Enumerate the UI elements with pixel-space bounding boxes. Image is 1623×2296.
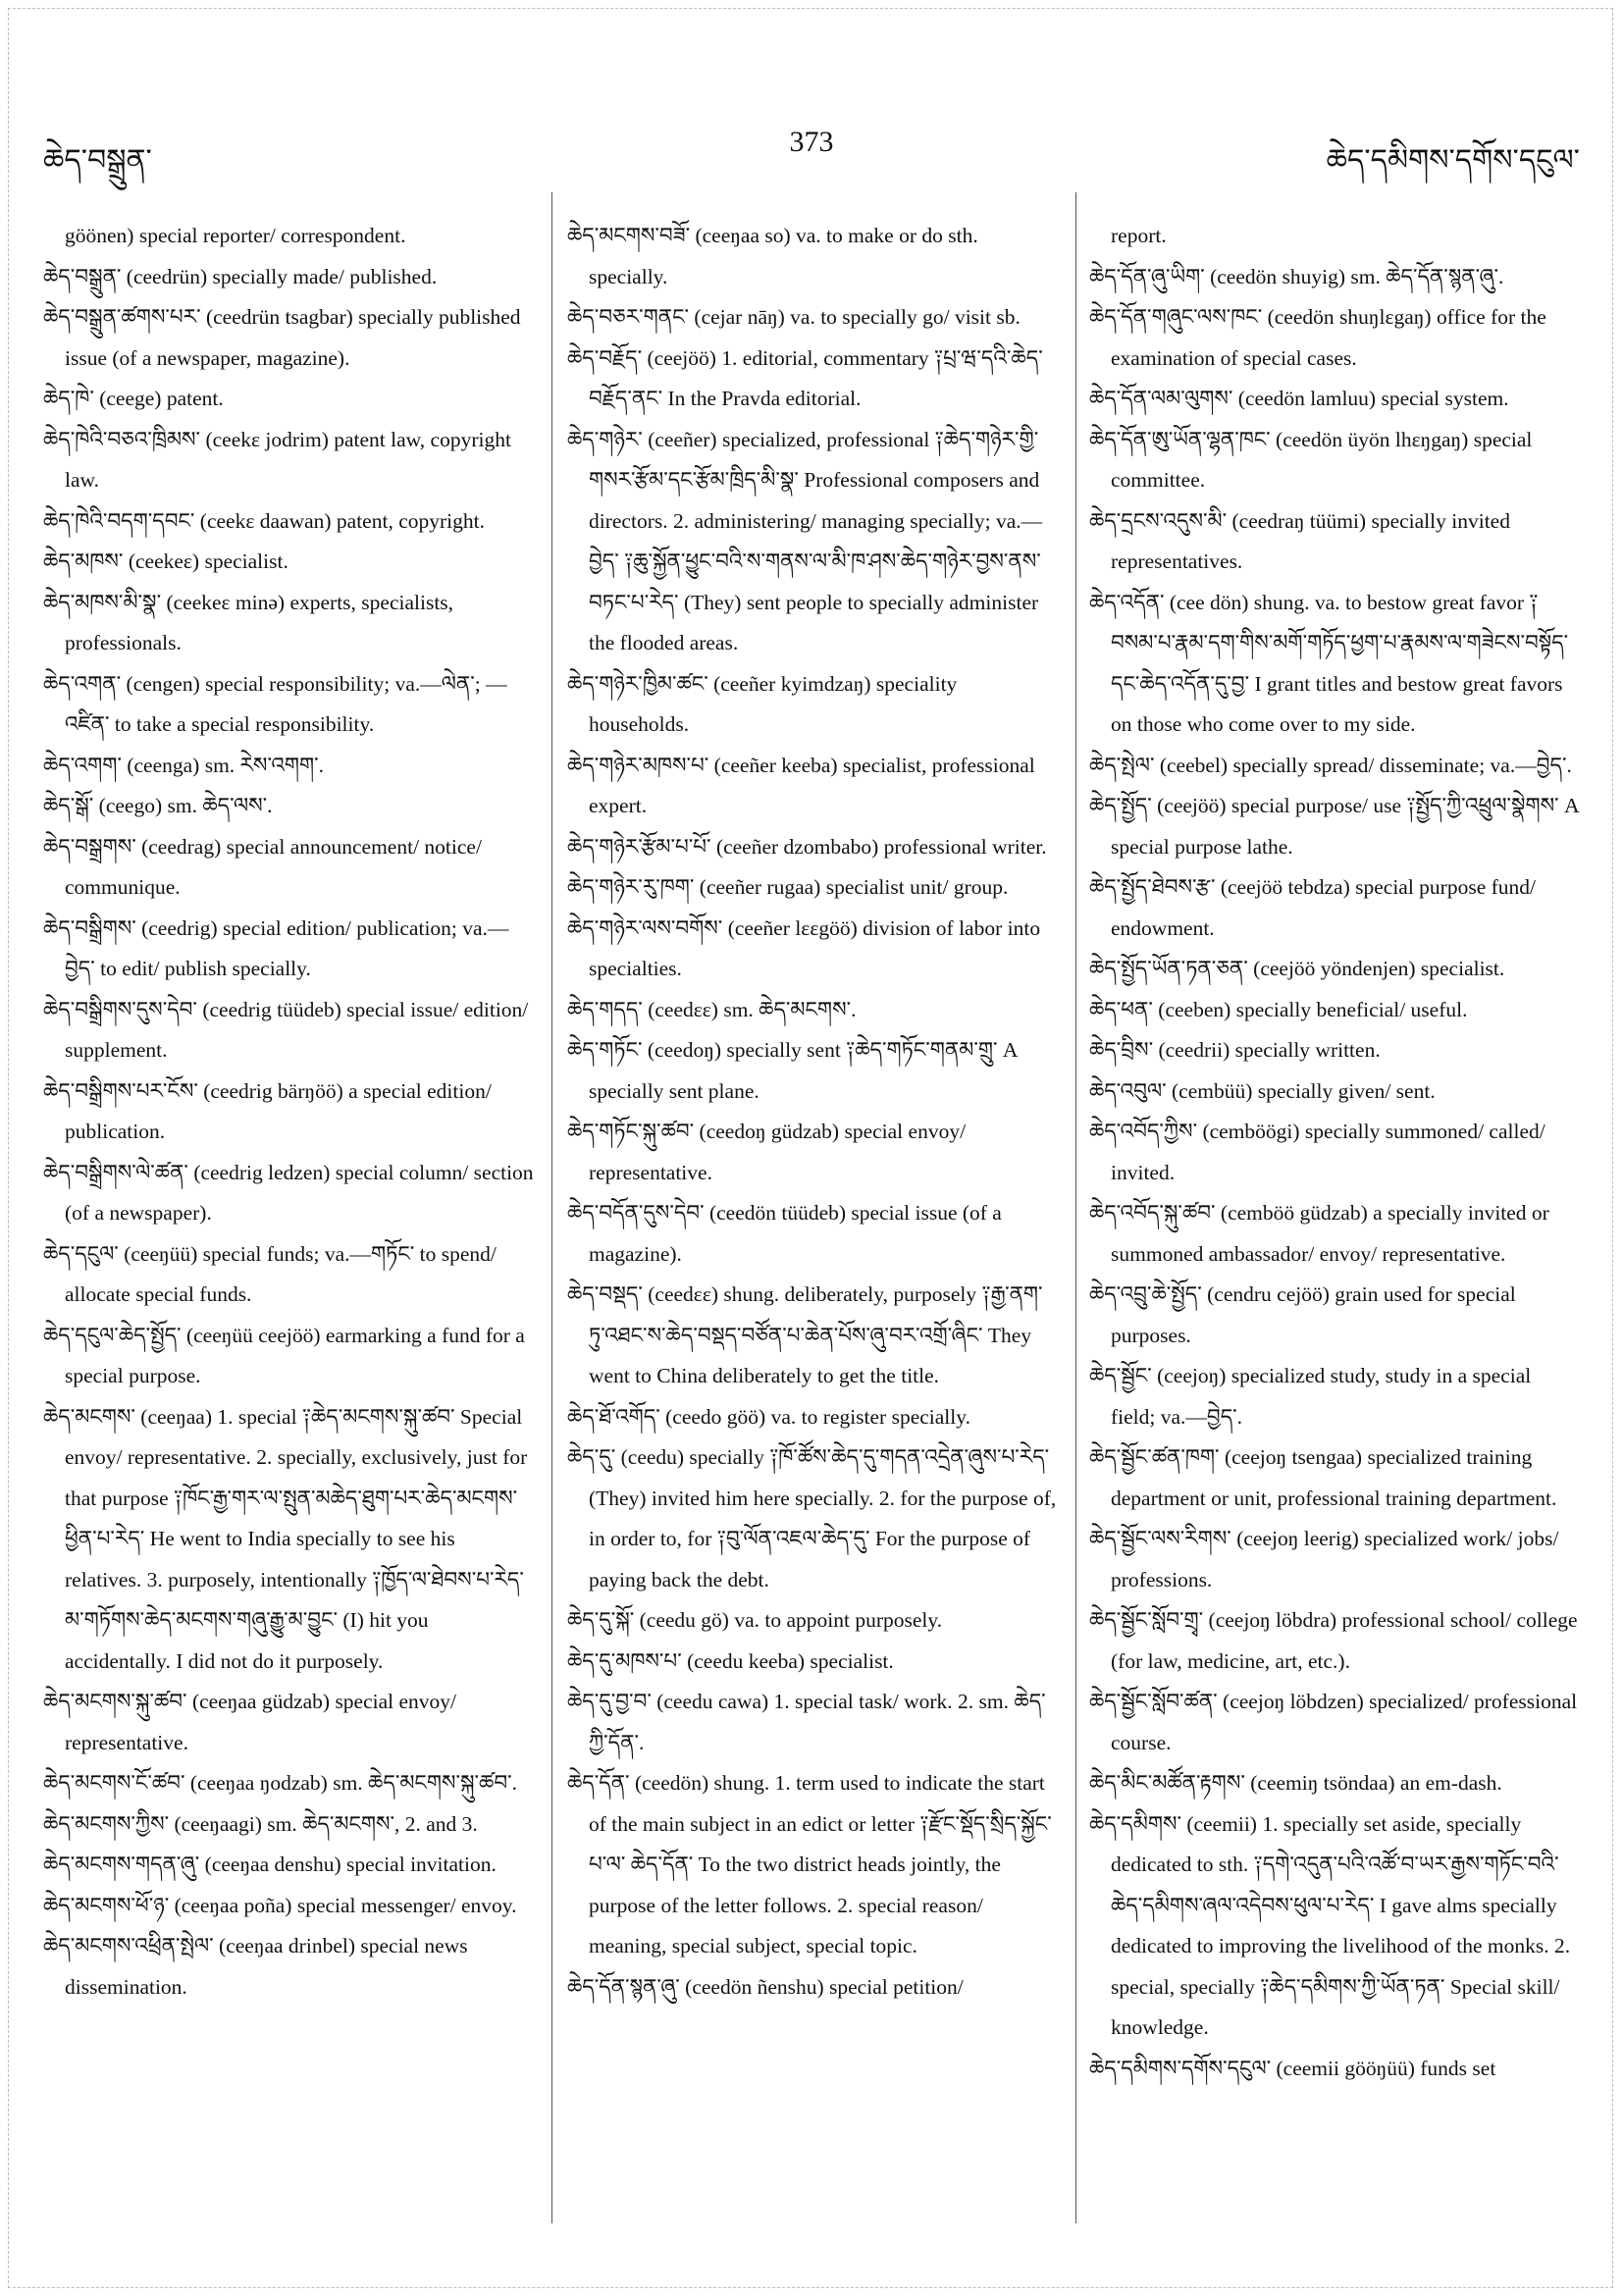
dictionary-entry: ཆེད་མངགས་ངོ་ཚབ་ (ceeŋaa ŋodzab) sm. ཆེད་མངགས་སྐུ་ཚབ་. bbox=[43, 1771, 518, 1795]
dictionary-entry: ཆེད་སྦྱོང་ལས་རིགས་ (ceejoŋ leerig) specialized work/ jobs/ professions. bbox=[1089, 1527, 1559, 1592]
column-3 bbox=[1089, 216, 1580, 2089]
dictionary-entry: ཆེད་མཁས་ (ceekeɛ) specialist. bbox=[43, 549, 288, 573]
page-number: 373 bbox=[789, 126, 834, 158]
dictionary-entry: ཆེད་བྲིས་ (ceedrii) specially written. bbox=[1089, 1038, 1381, 1062]
dictionary-entry: ཆེད་དོན་གཞུང་ལས་ཁང་ (ceedön shuŋlɛgaŋ) office for the examination of special cases. bbox=[1089, 305, 1546, 370]
dictionary-entry: ཆེད་སྤྱོད་ཡོན་ཏན་ཅན་ (ceejöö yöndenjen) specialist. bbox=[1089, 957, 1505, 980]
dictionary-entry: ཆེད་འབུལ་ (cembüü) specially given/ sent. bbox=[1089, 1078, 1436, 1103]
dictionary-entry: ཆེད་ཕན་ (ceeben) specially beneficial/ useful. bbox=[1089, 997, 1468, 1021]
dictionary-entry: ཆེད་དོན་ཨུ་ཡོན་ལྷན་ཁང་ (ceedön üyön lhɛŋgaŋ) special committee. bbox=[1089, 427, 1533, 492]
dictionary-entry: ཆེད་དངུལ་ (ceeŋüü) special funds; va.—གཏོང་ to spend/ allocate special funds. bbox=[43, 1241, 497, 1306]
running-head-right: ཆེད་དམིགས་དགོས་དངུལ་ bbox=[1326, 144, 1580, 177]
dictionary-entry: ཆེད་འབྲུ་ཆེ་སྤྱོད་ (cendru cejöö) grain used for special purposes. bbox=[1089, 1282, 1516, 1347]
dictionary-entry: ཆེད་ཁེ་ (ceege) patent. bbox=[43, 387, 224, 410]
running-head-left: ཆེད་བསྒྲུན་ bbox=[43, 144, 152, 177]
dictionary-entry: ཆེད་བསྒྲིགས་ལེ་ཚན་ (ceedrig ledzen) special column/ section (of a newspaper). bbox=[43, 1160, 534, 1225]
dictionary-entry: ཆེད་དུ་བྱ་བ་ (ceedu cawa) 1. special task/ work. 2. sm. ཆེད་ཀྱི་དོན་. bbox=[567, 1690, 1046, 1754]
dictionary-entry: ཆེད་བསྒྲུན་ཚགས་པར་ (ceedrün tsagbar) specially published issue (of a newspaper, magazine). bbox=[43, 305, 521, 370]
dictionary-entry: ཆེད་ཁེའི་བདག་དབང་ (ceekɛ daawan) patent, copyright. bbox=[43, 508, 485, 533]
dictionary-entry: ཆེད་མིང་མཚོན་རྟགས་ (ceemiŋ tsöndaa) an em-dash. bbox=[1089, 1771, 1502, 1795]
entry-continuation: göönen) special reporter/ correspondent. bbox=[65, 224, 406, 247]
dictionary-entry: ཆེད་བསྡད་ (ceedɛɛ) shung. deliberately, purposely ༑རྒྱ་ནག་ཏུ་འཐང་ས་ཆེད་བསྡད་བཙོན་པ་ཆེན་པོས་ཞུ་བར་འགྲོ་ཞིང་ They went to China deliberately to get the title. bbox=[567, 1282, 1043, 1387]
dictionary-entry: ཆེད་སྤྱོད་ཐེབས་རྩ་ (ceejöö tebdza) special purpose fund/ endowment. bbox=[1089, 875, 1537, 940]
dictionary-entry: ཆེད་ཐོ་འགོད་ (ceedo göö) va. to register specially. bbox=[567, 1404, 970, 1429]
dictionary-entry: ཆེད་གཏོང་སྐུ་ཚབ་ (ceedoŋ güdzab) special envoy/ representative. bbox=[567, 1120, 967, 1184]
dictionary-entry: ཆེད་སྦྱོང་སློབ་ཚན་ (ceejoŋ löbdzen) specialized/ professional course. bbox=[1089, 1690, 1578, 1754]
dictionary-entry: ཆེད་གཉེར་ (ceeñer) specialized, professional ༑ཆེད་གཉེར་གྱི་གསར་རྩོམ་དང་རྩོམ་ཁྲིད་མི་སྣ་ Professional composers and directors. 2. administering/ managing specially; va.—བྱེད་ ༑ཆུ་སྐྱོན་ཕྱུང་བའི་ས་གནས་ལ་མི་ཁ་ཤས་ཆེད་གཉེར་བྱས་ནས་བཏང་པ་རེད་ (They) sent people to specially administer the flooded areas. bbox=[567, 427, 1043, 654]
dictionary-entry: ཆེད་དམིགས་དགོས་དངུལ་ (ceemii gööŋüü) funds set bbox=[1089, 2056, 1496, 2080]
dictionary-entry: ཆེད་དུ་སྐོ་ (ceedu gö) va. to appoint purposely. bbox=[567, 1608, 943, 1632]
dictionary-entry: ཆེད་འདོན་ (cee dön) shung. va. to bestow great favor ༑བསམ་པ་རྣམ་དག་གིས་མགོ་གཏོད་ཕྱག་པ་རྣམས་ལ་གཟེངས་བསྟོད་དང་ཆེད་འདོན་དུ་བྱ་ I grant titles and bestow great favors on those who come over to my side. bbox=[1089, 590, 1569, 736]
dictionary-entry: ཆེད་མཁས་མི་སྣ་ (ceekeɛ minə) experts, specialists, professionals. bbox=[43, 590, 454, 654]
dictionary-entry: ཆེད་དོན་ཞུ་ཡིག་ (ceedön shuyig) sm. ཆེད་དོན་སྙན་ཞུ་. bbox=[1089, 264, 1504, 288]
column-divider bbox=[551, 192, 552, 2223]
dictionary-entry: ཆེད་སྦྱོང་སློབ་གྲྭ་ (ceejoŋ löbdra) professional school/ college (for law, medicine, art, etc.). bbox=[1089, 1608, 1578, 1673]
dictionary-entry: ཆེད་ཁེའི་བཅའ་ཁྲིམས་ (ceekɛ jodrim) patent law, copyright law. bbox=[43, 427, 511, 492]
dictionary-entry: ཆེད་བསྒྲགས་ (ceedrag) special announcement/ notice/ communique. bbox=[43, 834, 482, 899]
column-divider bbox=[1075, 192, 1076, 2223]
dictionary-entry: ཆེད་བསྒྲིགས་པར་ངོས་ (ceedrig bärŋöö) a special edition/ publication. bbox=[43, 1078, 492, 1143]
dictionary-entry: ཆེད་བསྒྲིགས་ (ceedrig) special edition/ publication; va.—བྱེད་ to edit/ publish specially. bbox=[43, 915, 509, 980]
dictionary-entry: ཆེད་གཉེར་ལས་བགོས་ (ceeñer lɛɛgöö) division of labor into specialties. bbox=[567, 915, 1041, 980]
dictionary-entry: ཆེད་སྦྱོང་ (ceejoŋ) specialized study, study in a special field; va.—བྱེད་. bbox=[1089, 1364, 1532, 1429]
dictionary-entry: ཆེད་འབོད་སྐུ་ཚབ་ (cemböö güdzab) a specially invited or summoned ambassador/ envoy/ representative. bbox=[1089, 1201, 1549, 1266]
column-2 bbox=[567, 216, 1058, 2008]
dictionary-entry: ཆེད་གཉེར་ཁྱིམ་ཚང་ (ceeñer kyimdzaŋ) speciality households. bbox=[567, 671, 958, 736]
dictionary-entry: ཆེད་བཅར་གནང་ (cejar nāŋ) va. to specially go/ visit sb. bbox=[567, 305, 1021, 329]
dictionary-entry: ཆེད་མངགས་ (ceeŋaa) 1. special ༑ཆེད་མངགས་སྐུ་ཚབ་ Special envoy/ representative. 2. specially, exclusively, just for that purpose ༑ཁོང་རྒྱ་གར་ལ་སྤུན་མཆེད་ཐུག་པར་ཆེད་མངགས་ཕྱིན་པ་རེད་ He went to India specially to see his relatives. 3. purposely, intentionally ༑ཁྱོད་ལ་ཐེབས་པ་རེད་མ་གཏོགས་ཆེད་མངགས་གཞུ་རྒྱུ་མ་བྱུང་ (I) hit you accidentally. I did not do it purposely. bbox=[43, 1404, 528, 1673]
dictionary-entry: ཆེད་འབོད་ཀྱིས་ (cemböögi) specially summoned/ called/ invited. bbox=[1089, 1120, 1545, 1184]
column-1 bbox=[43, 216, 534, 2008]
dictionary-entry: ཆེད་མངགས་འཕྲིན་སྤེལ་ (ceeŋaa drinbel) special news dissemination. bbox=[43, 1934, 468, 1999]
dictionary-entry: ཆེད་མངགས་བཟོ་ (ceeŋaa so) va. to make or do sth. specially. bbox=[567, 224, 978, 288]
dictionary-entry: ཆེད་སྒོ་ (ceego) sm. ཆེད་ལས་. bbox=[43, 794, 273, 817]
dictionary-entry: ཆེད་དུ་ (ceedu) specially ༑ཁོ་ཚོས་ཆེད་དུ་གདན་འདྲེན་ཞུས་པ་རེད་ (They) invited him here specially. 2. for the purpose of, in order to, for ༑བུ་ལོན་འཇལ་ཆེད་དུ་ For the purpose of paying back the debt. bbox=[567, 1445, 1057, 1592]
dictionary-entry: ཆེད་མངགས་ཀྱིས་ (ceeŋaagi) sm. ཆེད་མངགས་, 2. and 3. bbox=[43, 1811, 478, 1836]
dictionary-entry: ཆེད་བརྗོད་ (ceejöö) 1. editorial, commentary ༑པྲ་ཝ་དའི་ཆེད་བརྗོད་ནང་ In the Pravda editorial. bbox=[567, 345, 1043, 410]
dictionary-entry: ཆེད་གཉེར་མཁས་པ་ (ceeñer keeba) specialist, professional expert. bbox=[567, 753, 1035, 817]
dictionary-entry: ཆེད་དོན་སྙན་ཞུ་ (ceedön ñenshu) special petition/ bbox=[567, 1974, 964, 1999]
dictionary-entry: ཆེད་གཉེར་རྩོམ་པ་པོ་ (ceeñer dzombabo) professional writer. bbox=[567, 834, 1047, 859]
dictionary-entry: ཆེད་དམིགས་ (ceemii) 1. specially set aside, specially dedicated to sth. ༑དགེ་འདུན་པའི་འཚོ་བ་ཡར་རྒྱས་གཏོང་བའི་ཆེད་དམིགས་ཞལ་འདེབས་ཕུལ་པ་རེད་ I gave alms specially dedicated to improving the livelihood of the monks. 2. special, specially ༑ཆེད་དམིགས་ཀྱི་ཡོན་ཏན་ Special skill/ knowledge. bbox=[1089, 1811, 1571, 2039]
dictionary-entry: ཆེད་འགག་ (ceenga) sm. རེས་འགག་. bbox=[43, 753, 325, 777]
dictionary-entry: ཆེད་སྤེལ་ (ceebel) specially spread/ disseminate; va.—བྱེད་. bbox=[1089, 753, 1572, 777]
dictionary-entry: ཆེད་མངགས་སྐུ་ཚབ་ (ceeŋaa güdzab) special envoy/ representative. bbox=[43, 1690, 457, 1754]
dictionary-entry: ཆེད་གཏོང་ (ceedoŋ) specially sent ༑ཆེད་གཏོང་གནམ་གྲུ་ A specially sent plane. bbox=[567, 1038, 1018, 1103]
entry-continuation: report. bbox=[1111, 224, 1167, 247]
dictionary-entry: ཆེད་དྲངས་འདུས་མི་ (ceedraŋ tüümi) specially invited representatives. bbox=[1089, 508, 1510, 573]
dictionary-entry: ཆེད་མངགས་ཕོ་ཉ་ (ceeŋaa poña) special messenger/ envoy. bbox=[43, 1893, 517, 1917]
dictionary-entry: ཆེད་འགན་ (cengen) special responsibility; va.—ལེན་; —འཛིན་ to take a special responsibility. bbox=[43, 671, 507, 736]
dictionary-entry: ཆེད་བདོན་དུས་དེབ་ (ceedön tüüdeb) special issue (of a magazine). bbox=[567, 1201, 1002, 1266]
dictionary-entry: ཆེད་དངུལ་ཆེད་སྤྱོད་ (ceeŋüü ceejöö) earmarking a fund for a special purpose. bbox=[43, 1323, 525, 1387]
dictionary-entry: ཆེད་སྤྱོད་ (ceejöö) special purpose/ use ༑སྤྱོད་ཀྱི་འཕྲུལ་སྣེགས་ A special purpose lathe. bbox=[1089, 794, 1579, 859]
dictionary-entry: ཆེད་དོན་ (ceedön) shung. 1. term used to indicate the start of the main subject in an edict or letter ༑རྫོང་སྡོད་སྲིད་སྐྱོང་པ་ལ་ ཆེད་དོན་ To the two district heads jointly, the purpose of the letter follows. 2. special reason/ meaning, special subject, special topic. bbox=[567, 1771, 1052, 1957]
dictionary-entry: ཆེད་དོན་ལམ་ལུགས་ (ceedön lamluu) special system. bbox=[1089, 387, 1509, 410]
dictionary-entry: ཆེད་སྦྱོང་ཚན་ཁག་ (ceejoŋ tsengaa) specialized training department or unit, professional training department. bbox=[1089, 1445, 1557, 1510]
dictionary-entry: ཆེད་མངགས་གདན་ཞུ་ (ceeŋaa denshu) special invitation. bbox=[43, 1852, 497, 1876]
dictionary-entry: ཆེད་གདད་ (ceedɛɛ) sm. ཆེད་མངགས་. bbox=[567, 997, 857, 1021]
dictionary-entry: ཆེད་བསྒྲིགས་དུས་དེབ་ (ceedrig tüüdeb) special issue/ edition/ supplement. bbox=[43, 997, 529, 1062]
dictionary-entry: ཆེད་བསྒྲུན་ (ceedrün) specially made/ published. bbox=[43, 264, 438, 288]
dictionary-entry: ཆེད་གཉེར་རུ་ཁག་ (ceeñer rugaa) specialist unit/ group. bbox=[567, 875, 1009, 899]
dictionary-entry: ཆེད་དུ་མཁས་པ་ (ceedu keeba) specialist. bbox=[567, 1648, 894, 1673]
